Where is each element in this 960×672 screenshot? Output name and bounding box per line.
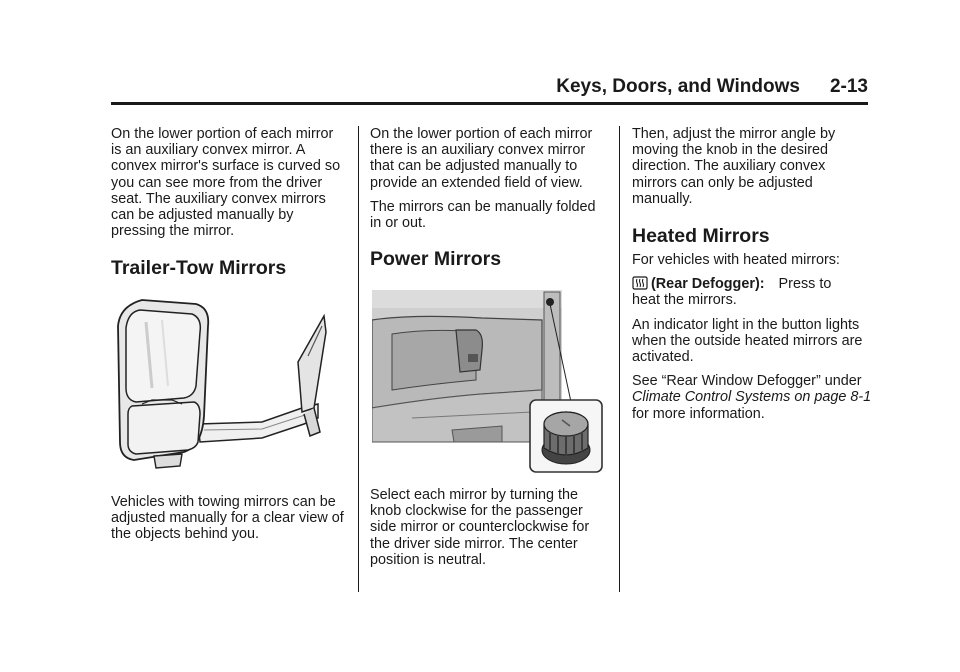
towing-mirrors-paragraph: Vehicles with towing mirrors can be adjusted manually for a clear view of the objects behind you. [111,494,344,543]
column-divider-1 [358,126,359,592]
select-mirror-paragraph: Select each mirror by turning the knob clockwise for the passenger side mirror or counterclockwise for the driver side mirror. The center position is neutral. [370,487,590,568]
rear-defogger-label: (Rear Defogger): [651,276,765,293]
column-3-lower [632,252,872,430]
see-also-paragraph [632,373,872,422]
rear-defogger-text-a: Press to [778,276,832,293]
convex-mirror-paragraph: On the lower portion of each mirror is an auxiliary convex mirror. A convex mirror's surface is curved so you can see more from the driver seat. The auxiliary convex mirrors can be adjusted manually by pressing the mirror. [111,126,341,240]
page-number: 2-13 [829,76,868,97]
indicator-light-paragraph: An indicator light in the button lights when the outside heated mirrors are activated. [632,316,863,366]
power-mirror-control-illustration [372,290,604,476]
auxiliary-mirror-paragraph: On the lower portion of each mirror there is an auxiliary convex mirror that can be adjusted manually to provide an extended field of view. [370,126,593,191]
heading-power-mirrors: Power Mirrors [370,248,502,270]
running-header [111,76,868,104]
heading-heated-mirrors: Heated Mirrors [632,225,770,247]
column-divider-2 [619,126,620,592]
header-rule [111,102,868,105]
trailer-tow-mirror-illustration [112,296,338,472]
fold-paragraph: The mirrors can be manually folded in or out. [370,198,596,232]
heated-mirrors-intro: For vehicles with heated mirrors: [632,252,840,268]
rear-defogger-text-b: heat the mirrors. [632,292,737,309]
column-3 [632,126,872,215]
rear-defogger-icon [632,276,648,290]
heading-trailer-tow-mirrors: Trailer-Tow Mirrors [111,257,287,279]
rear-defogger-item [632,276,872,308]
column-2 [370,126,606,239]
section-title: Keys, Doors, and Windows [556,76,800,97]
column-1 [111,126,347,247]
see-also-suffix: for more information. [632,405,765,422]
adjust-angle-paragraph: Then, adjust the mirror angle by moving the knob in the desired direction. The auxiliary convex mirrors can only be adjusted manually. [632,126,836,207]
climate-control-link[interactable]: Climate Control Systems on page 8-1 [632,389,872,406]
see-also-text: See “Rear Window Defogger” under [632,373,862,390]
